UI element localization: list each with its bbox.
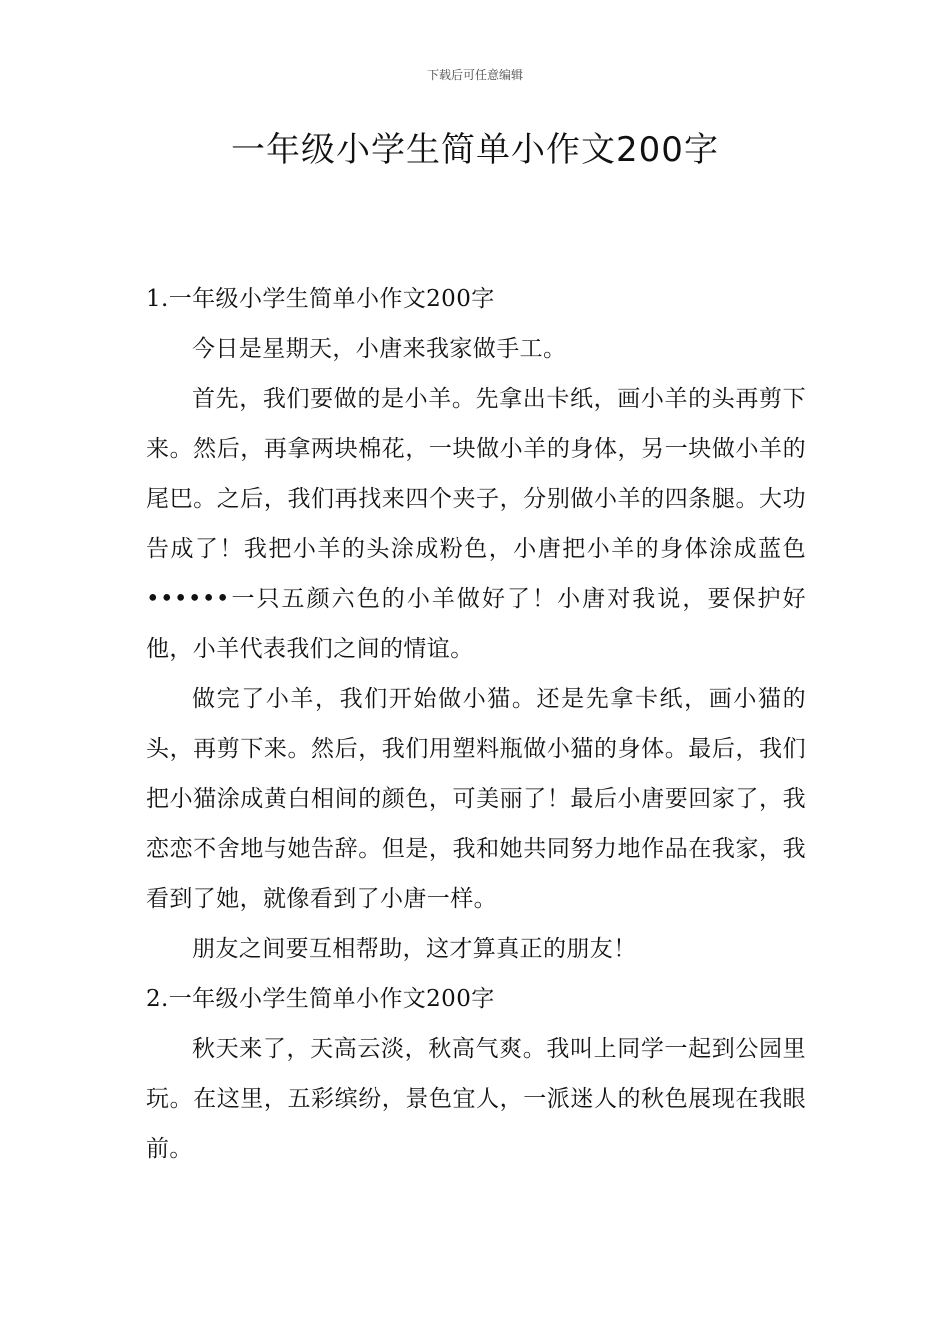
paragraph: 秋天来了，天高云淡，秋高气爽。我叫上同学一起到公园里玩。在这里，五彩缤纷，景色宜人，一派迷人的秋色展现在我眼前。	[146, 1036, 806, 1162]
header-note: 下载后可任意编辑	[426, 68, 523, 82]
paragraph: 首先，我们要做的是小羊。先拿出卡纸，画小羊的头再剪下来。然后，再拿两块棉花，一块做小羊的身体，另一块做小羊的尾巴。之后，我们再找来四个夹子，分别做小羊的四条腿。大功告成了！我把小羊的头涂成粉色，小唐把小羊的身体涂成蓝色••••••一只五颜六色的小羊做好了！小唐对我说，要保护好他，小羊代表我们之间的情谊。	[146, 386, 806, 662]
paragraph: 今日是星期天，小唐来我家做手工。	[192, 336, 567, 362]
document-body	[146, 274, 806, 1174]
section-heading-1: 1.一年级小学生简单小作文200字	[146, 286, 495, 312]
paragraph: 朋友之间要互相帮助，这才算真正的朋友！	[192, 936, 637, 962]
document-title: 一年级小学生简单小作文200字	[231, 130, 719, 170]
section-heading-2: 2.一年级小学生简单小作文200字	[146, 986, 495, 1012]
paragraph: 做完了小羊，我们开始做小猫。还是先拿卡纸，画小猫的头，再剪下来。然后，我们用塑料瓶做小猫的身体。最后，我们把小猫涂成黄白相间的颜色，可美丽了！最后小唐要回家了，我恋恋不舍地与她告辞。但是，我和她共同努力地作品在我家，我看到了她，就像看到了小唐一样。	[146, 686, 806, 912]
